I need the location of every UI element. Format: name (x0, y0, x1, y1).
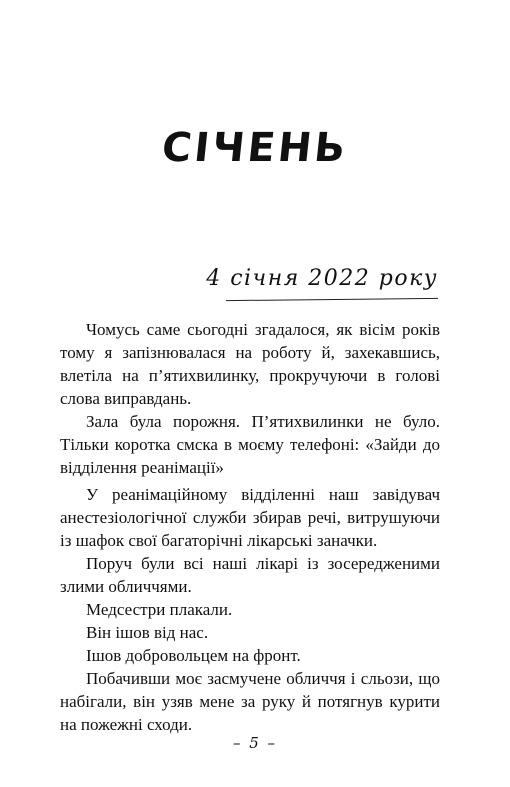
paragraph: У реанімаційному відділенні наш завідувач анестезіологічної служби збирав речі, витрушуючи із шафок свої багаторічні лікарські заначки. (60, 485, 440, 550)
diary-entry-date: 4 січня 2022 року (206, 266, 438, 291)
chapter-title: СІЧЕНЬ (159, 125, 351, 171)
paragraph: Ішов добровольцем на фронт. (86, 646, 301, 665)
text-block-first (60, 318, 440, 479)
paragraph: Побачивши моє засмучене обличчя і сльози, що набігали, він узяв мене за руку й потягнув курити на пожежні сходи. (60, 669, 440, 734)
paragraph: Чомусь саме сьогодні згадалося, як вісім років тому я запізнювалася на роботу й, захекавшись, влетіла на п’ятихвилинку, прокручуючи в голові слова виправдань. (60, 320, 440, 408)
date-underline (226, 298, 438, 301)
paragraph: Поруч були всі наші лікарі із зосередженими злими обличчями. (60, 554, 440, 596)
paragraph: Зала була порожня. П’ятихвилинки не було. Тільки коротка смска в моєму телефоні: «Зайди до відділення реанімації» (60, 412, 440, 477)
page-number: – 5 – (232, 734, 278, 752)
paragraph: Медсестри плакали. (86, 600, 233, 619)
paragraph: Він ішов від нас. (86, 623, 209, 642)
text-block-second (60, 483, 440, 736)
